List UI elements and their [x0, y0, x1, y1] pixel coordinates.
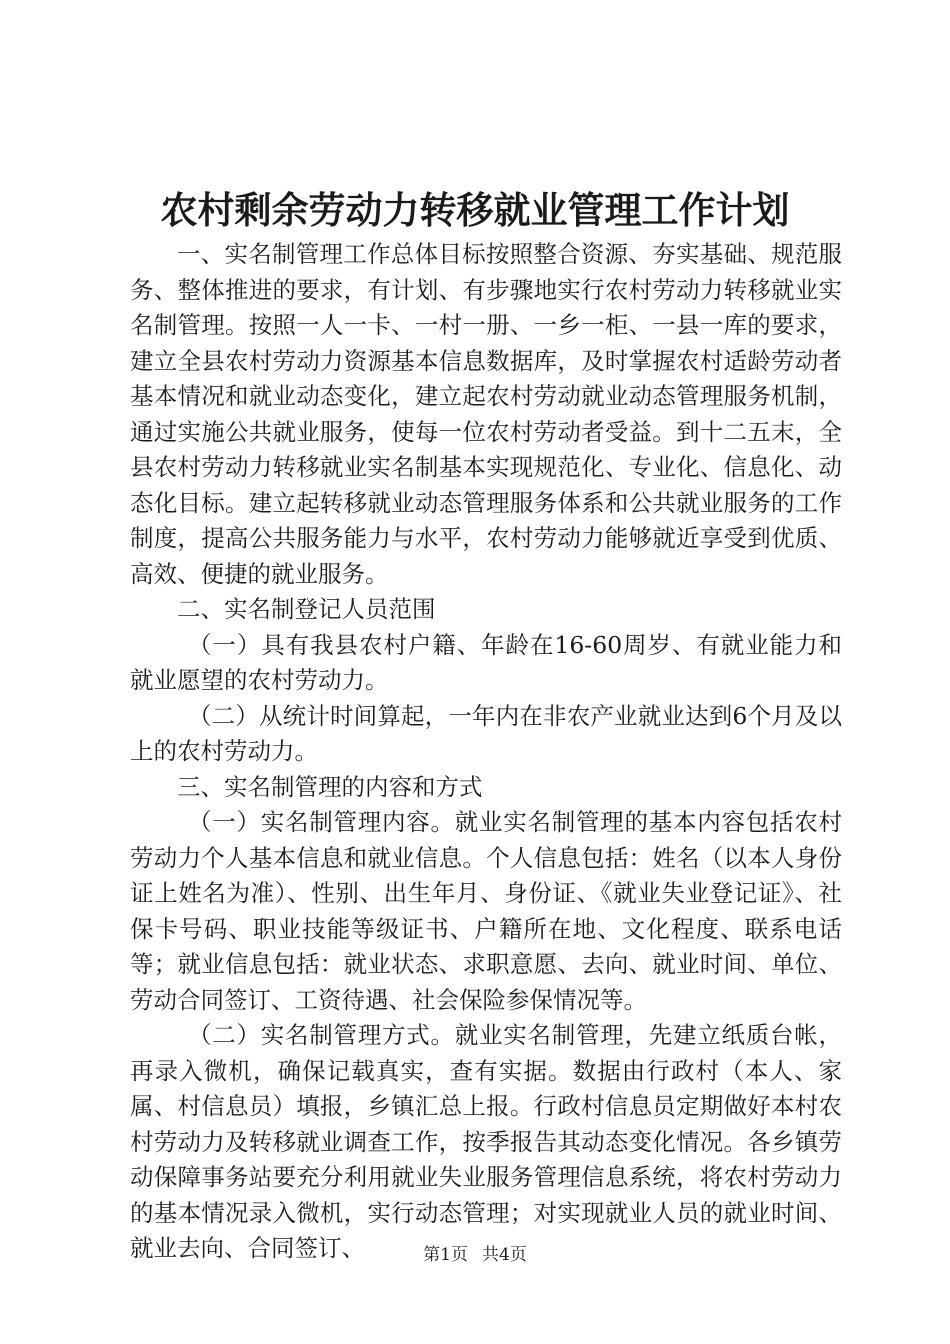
page-number: 第1页: [423, 1245, 468, 1265]
page-footer: [0, 1243, 950, 1267]
document-title: 农村剩余劳动力转移就业管理工作计划: [160, 188, 790, 232]
paragraph-goal: 一、实名制管理工作总体目标按照整合资源、夯实基础、规范服务、整体推进的要求，有计划、有步骤地实行农村劳动力转移就业实名制管理。按照一人一卡、一村一册、一乡一柜、一县一库的要求，建立全县农村劳动力资源基本信息数据库，及时掌握农村适龄劳动者基本情况和就业动态变化，建立起农村劳动就业动态管理服务机制，通过实施公共就业服务，使每一位农村劳动者受益。到十二五末，全县农村劳动力转移就业实名制基本实现规范化、专业化、信息化、动态化目标。建立起转移就业动态管理服务体系和公共就业服务的工作制度，提高公共服务能力与水平，农村劳动力能够就近享受到优质、高效、便捷的就业服务。: [130, 240, 842, 588]
document-body: [130, 237, 842, 1267]
paragraph-management-content: （一）实名制管理内容。就业实名制管理的基本内容包括农村劳动力个人基本信息和就业信息。个人信息包括：姓名（以本人身份证上姓名为准）、性别、出生年月、身份证、《就业失业登记证》、社保卡号码、职业技能等级证书、户籍所在地、文化程度、联系电话等；就业信息包括：就业状态、求职意愿、去向、就业时间、单位、劳动合同签订、工资待遇、社会保险参保情况等。: [130, 808, 842, 1014]
page-total: 共4页: [482, 1245, 527, 1265]
paragraph-management-method: （二）实名制管理方式。就业实名制管理，先建立纸质台帐，再录入微机，确保记载真实，查有实据。数据由行政村（本人、家属、村信息员）填报，乡镇汇总上报。行政村信息员定期做好本村农村劳动力及转移就业调查工作，按季报告其动态变化情况。各乡镇劳动保障事务站要充分利用就业失业服务管理信息系统，将农村劳动力的基本情况录入微机，实行动态管理；对实现就业人员的就业时间、就业去向、合同签订、: [130, 1021, 842, 1262]
heading-content-and-method: 三、实名制管理的内容和方式: [177, 772, 483, 801]
paragraph-scope-item-2: （二）从统计时间算起，一年内在非农产业就业达到6个月及以上的农村劳动力。: [130, 701, 842, 765]
heading-registration-scope: 二、实名制登记人员范围: [177, 595, 436, 623]
paragraph-scope-item-1: （一）具有我县农村户籍、年龄在16-60周岁、有就业能力和就业愿望的农村劳动力。: [130, 630, 842, 694]
